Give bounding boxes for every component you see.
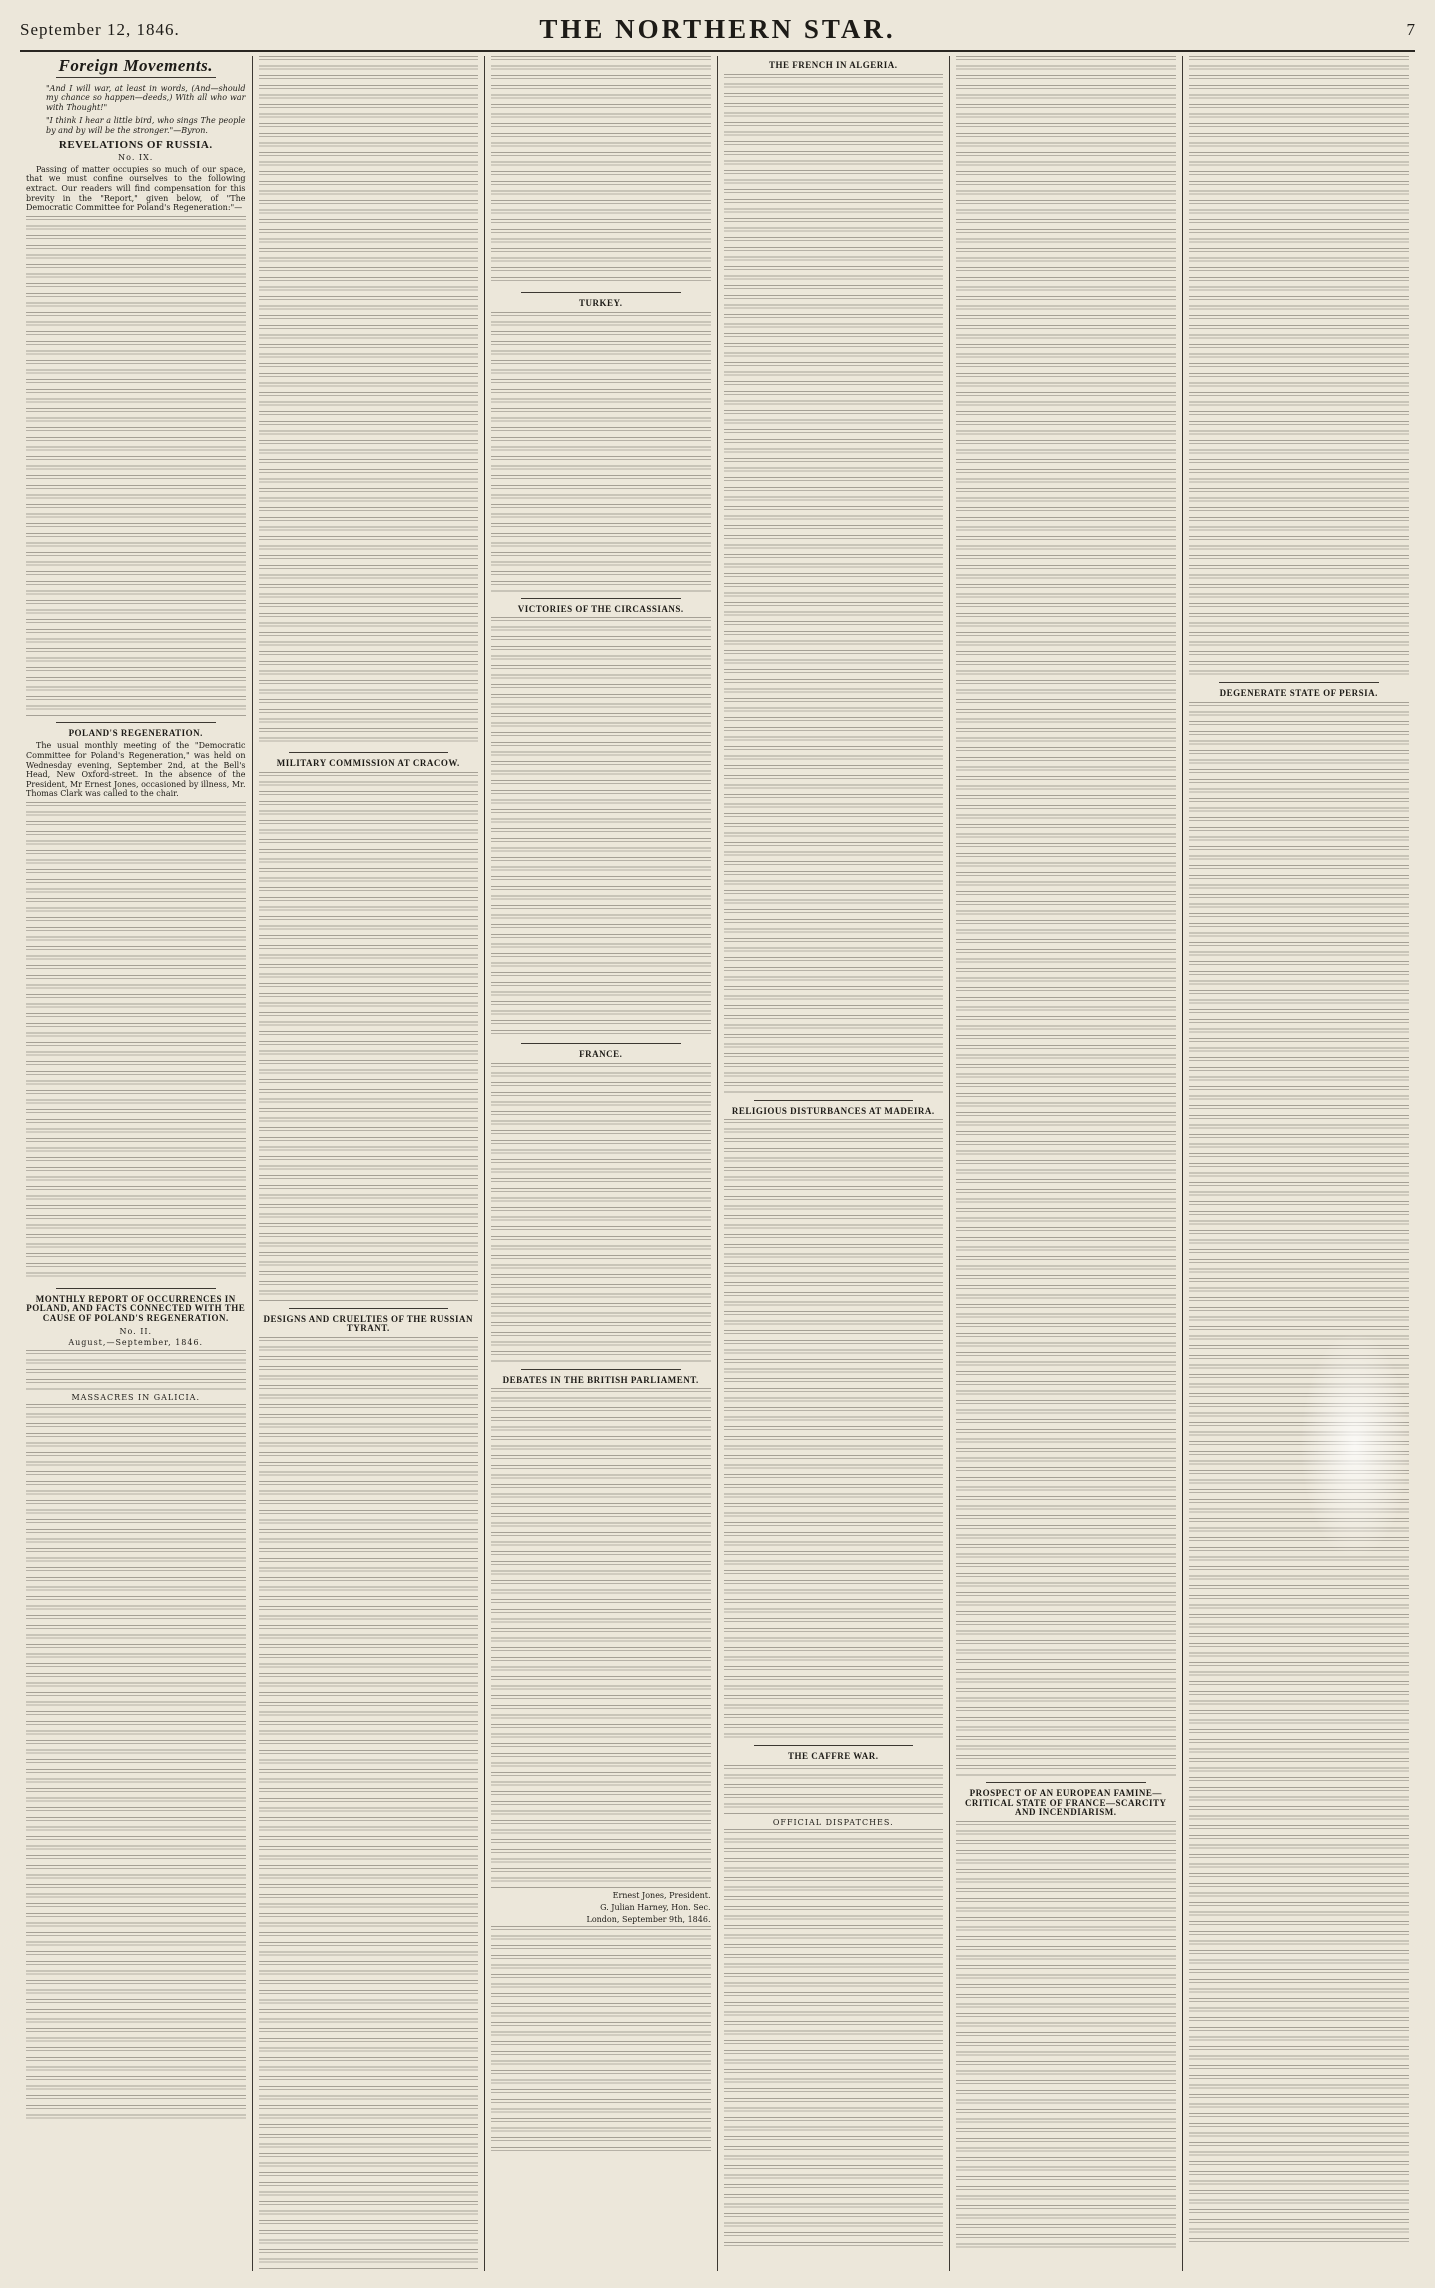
- text-block: [724, 74, 944, 1094]
- masthead-rule: [20, 50, 1415, 52]
- article-subheading: OFFICIAL DISPATCHES.: [772, 1817, 894, 1827]
- signature-date: London, September 9th, 1846.: [586, 1914, 711, 1924]
- text-block: [26, 216, 246, 716]
- text-block: [259, 772, 479, 1302]
- section-title: Foreign Movements.: [58, 56, 213, 75]
- article-heading: DESIGNS AND CRUELTIES OF THE RUSSIAN TYRANT.: [263, 1313, 473, 1334]
- article-number: No. II.: [119, 1326, 153, 1336]
- text-block: [491, 312, 711, 592]
- article-heading: DEBATES IN THE BRITISH PARLIAMENT.: [502, 1374, 699, 1385]
- article-date: August,—September, 1846.: [68, 1338, 204, 1348]
- column-6: [1183, 56, 1416, 2271]
- text-block: [491, 56, 711, 286]
- paper-stain: [1300, 1330, 1410, 1560]
- article-heading: RELIGIOUS DISTURBANCES AT MADEIRA.: [731, 1105, 935, 1116]
- text-block: [1189, 56, 1410, 676]
- text-block: [259, 56, 479, 746]
- epigraph-2: "I think I hear a little bird, who sings The people by and by will be the stronger."—Byron.: [46, 116, 246, 135]
- newspaper-title: THE NORTHERN STAR.: [539, 14, 896, 44]
- masthead: [20, 12, 1415, 52]
- divider: [754, 1745, 914, 1746]
- divider: [56, 77, 216, 78]
- article-heading: VICTORIES OF THE CIRCASSIANS.: [517, 603, 684, 614]
- signature-secretary: G. Julian Harney, Hon. Sec.: [600, 1902, 711, 1912]
- text-block: [26, 1350, 246, 1390]
- article-heading: MILITARY COMMISSION AT CRACOW.: [276, 758, 460, 768]
- text-block: [26, 1404, 246, 2124]
- text-block: [956, 1821, 1176, 2251]
- page-number: 7: [1406, 20, 1415, 39]
- issue-date: September 12, 1846.: [20, 20, 180, 39]
- divider: [521, 1043, 681, 1044]
- text-block: [956, 56, 1176, 1776]
- article-heading: POLAND'S REGENERATION.: [68, 727, 203, 738]
- text-block: [491, 1926, 711, 2156]
- divider: [289, 752, 449, 753]
- article-heading: FRANCE.: [579, 1049, 623, 1060]
- columns: [20, 56, 1415, 2271]
- article-subheading: MASSACRES IN GALICIA.: [71, 1392, 201, 1402]
- article-heading: THE CAFFRE WAR.: [787, 1751, 879, 1762]
- text-block: [724, 1829, 944, 2249]
- signature-president: Ernest Jones, President.: [612, 1891, 711, 1901]
- text-block: [724, 1765, 944, 1815]
- divider: [56, 1288, 216, 1289]
- text-block: [26, 802, 246, 1282]
- divider: [521, 1369, 681, 1370]
- divider: [521, 598, 681, 599]
- column-3: [485, 56, 718, 2271]
- article-heading: THE FRENCH IN ALGERIA.: [768, 60, 898, 70]
- divider: [1219, 682, 1380, 683]
- text-block: [259, 1337, 479, 2271]
- text-block: [491, 1388, 711, 1888]
- article-number: No. IX.: [118, 153, 154, 163]
- text-block: [491, 1063, 711, 1363]
- divider: [289, 1308, 449, 1309]
- article-heading: DEGENERATE STATE OF PERSIA.: [1219, 688, 1378, 698]
- article-heading: MONTHLY REPORT OF OCCURRENCES IN POLAND, AND FACTS CONNECTED WITH THE CAUSE OF POLAND'S REGENERATION.: [26, 1293, 246, 1324]
- article-paragraph: Passing of matter occupies so much of our space, that we must confine ourselves to the following extract. Our readers will find compensation for this brevity in the "Report," given below, of "The Democratic Committee for Poland's Regeneration:"—: [26, 164, 246, 213]
- divider: [754, 1100, 914, 1101]
- column-5: [950, 56, 1183, 2271]
- divider: [986, 1782, 1146, 1783]
- article-heading: TURKEY.: [579, 298, 623, 308]
- epigraph-1: "And I will war, at least in words, (And—should my chance so happen—deeds,) With all who war with Thought!": [46, 83, 246, 112]
- column-4: [718, 56, 951, 2271]
- divider: [56, 722, 216, 723]
- divider: [521, 292, 681, 293]
- article-heading: REVELATIONS OF RUSSIA.: [58, 138, 213, 151]
- article-heading: PROSPECT OF AN EUROPEAN FAMINE—CRITICAL STATE OF FRANCE—SCARCITY AND INCENDIARISM.: [964, 1788, 1167, 1818]
- article-paragraph: The usual monthly meeting of the "Democratic Committee for Poland's Regeneration," was held on Wednesday evening, September 2nd, at the Bell's Head, New Oxford-street. In the absence of the President, Mr Ernest Jones, occasioned by illness, Mr. Thomas Clark was called to the chair.: [26, 741, 246, 799]
- column-2: [253, 56, 486, 2271]
- text-block: [724, 1119, 944, 1739]
- text-block: [491, 617, 711, 1037]
- column-1: [20, 56, 253, 2271]
